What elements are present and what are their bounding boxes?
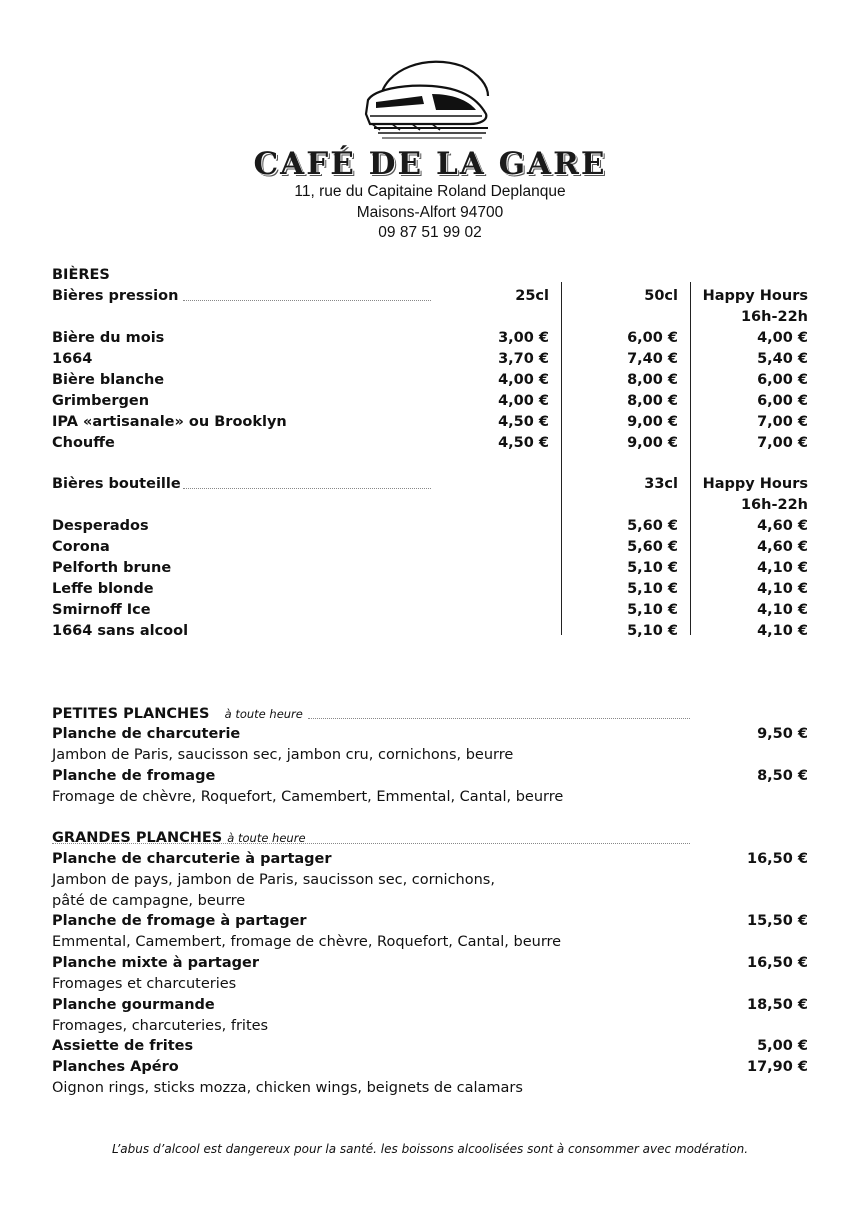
plate-description: Jambon de pays, jambon de Paris, saucisson sec, cornichons, [52, 872, 495, 888]
price-50cl: 7,40 € [627, 351, 678, 367]
price-happy-hours: 7,00 € [757, 435, 808, 451]
col-happy-hours-time: 16h-22h [740, 497, 808, 513]
price-25cl: 4,50 € [498, 435, 549, 451]
price-happy-hours: 4,00 € [757, 330, 808, 346]
pression-label: Bières pression [52, 288, 179, 304]
col-50cl: 50cl [644, 288, 678, 304]
price-happy-hours: 4,10 € [757, 560, 808, 576]
plate-description: Fromage de chèvre, Roquefort, Camembert, Emmental, Cantal, beurre [52, 789, 564, 805]
col-25cl: 25cl [515, 288, 549, 304]
price-happy-hours: 4,10 € [757, 581, 808, 597]
plate-description: Fromages et charcuteries [52, 976, 237, 992]
plate-price: 16,50 € [746, 851, 808, 867]
section-title-grandes-planches [52, 829, 306, 847]
plate-name: Planche mixte à partager [52, 955, 259, 971]
price-25cl: 3,70 € [498, 351, 549, 367]
beer-name: Grimbergen [52, 393, 150, 409]
price-25cl: 4,00 € [498, 372, 549, 388]
price-50cl: 8,00 € [627, 372, 678, 388]
column-divider-1 [561, 282, 562, 635]
plate-price: 8,50 € [757, 768, 808, 784]
beer-name: 1664 [52, 351, 93, 367]
col-happy-hours-time: 16h-22h [740, 309, 808, 325]
plate-description: Emmental, Camembert, fromage de chèvre, Roquefort, Cantal, beurre [52, 934, 562, 950]
beer-name: Pelforth brune [52, 560, 172, 576]
beer-name: Chouffe [52, 435, 115, 451]
price-50cl: 6,00 € [627, 330, 678, 346]
section-title-petites-planches [52, 705, 303, 723]
price-33cl: 5,10 € [627, 560, 678, 576]
beer-name: Bière du mois [52, 330, 165, 346]
phone-number: 09 87 51 99 02 [378, 224, 482, 241]
price-33cl: 5,60 € [627, 518, 678, 534]
dotted-leader [52, 843, 690, 844]
price-33cl: 5,10 € [627, 602, 678, 618]
price-50cl: 8,00 € [627, 393, 678, 409]
section-title-bieres: BIÈRES [52, 267, 110, 283]
plate-description: Jambon de Paris, saucisson sec, jambon cru, cornichons, beurre [52, 747, 514, 763]
beer-name: Corona [52, 539, 110, 555]
section-note: à toute heure [224, 707, 303, 721]
beer-name: Bière blanche [52, 372, 165, 388]
price-happy-hours: 6,00 € [757, 393, 808, 409]
plate-name: Planche de charcuterie [52, 726, 241, 742]
price-25cl: 4,50 € [498, 414, 549, 430]
plate-price: 9,50 € [757, 726, 808, 742]
price-happy-hours: 6,00 € [757, 372, 808, 388]
plate-price: 17,90 € [746, 1059, 808, 1075]
beer-name: Smirnoff Ice [52, 602, 151, 618]
price-25cl: 3,00 € [498, 330, 549, 346]
plate-description: pâté de campagne, beurre [52, 893, 246, 909]
dotted-leader [183, 300, 431, 301]
plate-name: Assiette de frites [52, 1038, 194, 1054]
section-note: à toute heure [227, 831, 306, 845]
price-50cl: 9,00 € [627, 435, 678, 451]
price-50cl: 9,00 € [627, 414, 678, 430]
price-33cl: 5,10 € [627, 623, 678, 639]
plate-name: Planche de fromage à partager [52, 913, 307, 929]
section-title-text: GRANDES PLANCHES [52, 830, 223, 846]
beer-name: Desperados [52, 518, 149, 534]
col-happy-hours: Happy Hours [702, 476, 808, 492]
plate-price: 16,50 € [746, 955, 808, 971]
plate-name: Planche de fromage [52, 768, 216, 784]
price-33cl: 5,60 € [627, 539, 678, 555]
address-line-1: 11, rue du Capitaine Roland Deplanque [294, 183, 566, 200]
price-happy-hours: 5,40 € [757, 351, 808, 367]
train-logo [362, 56, 498, 142]
plate-price: 5,00 € [757, 1038, 808, 1054]
price-happy-hours: 4,10 € [757, 623, 808, 639]
bouteille-label: Bières bouteille [52, 476, 181, 492]
plate-description: Oignon rings, sticks mozza, chicken wings, beignets de calamars [52, 1080, 523, 1096]
dotted-leader [183, 488, 431, 489]
plate-price: 15,50 € [746, 913, 808, 929]
plate-price: 18,50 € [746, 997, 808, 1013]
col-happy-hours: Happy Hours [702, 288, 808, 304]
plate-name: Planches Apéro [52, 1059, 179, 1075]
plate-name: Planche de charcuterie à partager [52, 851, 332, 867]
col-33cl: 33cl [644, 476, 678, 492]
price-33cl: 5,10 € [627, 581, 678, 597]
beer-name: Leffe blonde [52, 581, 154, 597]
beer-name: 1664 sans alcool [52, 623, 189, 639]
alcohol-warning: L’abus d’alcool est dangereux pour la santé. les boissons alcoolisées sont à consommer avec modération. [111, 1142, 749, 1156]
price-happy-hours: 4,60 € [757, 539, 808, 555]
address-line-2: Maisons-Alfort 94700 [356, 204, 504, 221]
price-happy-hours: 4,60 € [757, 518, 808, 534]
dotted-leader [308, 718, 690, 719]
plate-description: Fromages, charcuteries, frites [52, 1018, 269, 1034]
plate-name: Planche gourmande [52, 997, 215, 1013]
price-happy-hours: 7,00 € [757, 414, 808, 430]
price-25cl: 4,00 € [498, 393, 549, 409]
beer-name: IPA «artisanale» ou Brooklyn [52, 414, 287, 430]
cafe-name: CAFÉ DE LA GARE [253, 146, 607, 182]
section-title-text: PETITES PLANCHES [52, 706, 210, 722]
price-happy-hours: 4,10 € [757, 602, 808, 618]
